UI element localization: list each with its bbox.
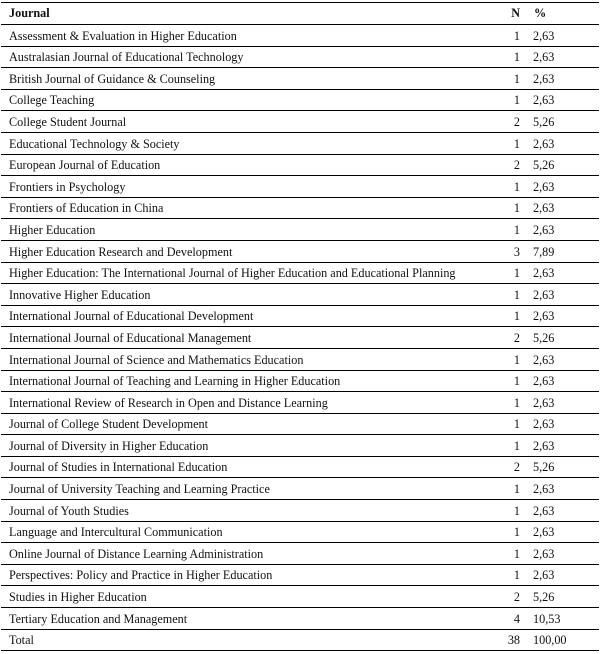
table-row bbox=[1, 284, 599, 306]
header-row bbox=[1, 3, 599, 25]
cell-pct: 2,63 bbox=[533, 136, 555, 151]
cell-journal: Educational Technology & Society bbox=[9, 136, 180, 151]
cell-journal: Frontiers of Education in China bbox=[9, 201, 164, 216]
cell-n: 1 bbox=[513, 525, 520, 540]
header-n: N bbox=[511, 6, 520, 20]
table-row bbox=[1, 176, 599, 198]
table-row bbox=[1, 111, 599, 133]
cell-n: 3 bbox=[513, 244, 520, 259]
table-row bbox=[1, 586, 599, 608]
cell-n: 1 bbox=[513, 309, 520, 324]
cell-journal: Language and Intercultural Communication bbox=[9, 525, 223, 540]
cell-pct: 2,63 bbox=[533, 179, 555, 194]
cell-n: 1 bbox=[513, 201, 520, 216]
cell-n: 1 bbox=[513, 179, 520, 194]
table-row bbox=[1, 348, 599, 370]
cell-journal: Assessment & Evaluation in Higher Education bbox=[9, 28, 237, 43]
table-row bbox=[1, 413, 599, 435]
cell-journal: Australasian Journal of Educational Technology bbox=[9, 50, 244, 65]
cell-pct: 2,63 bbox=[533, 309, 555, 324]
cell-pct: 2,63 bbox=[533, 395, 555, 410]
cell-journal: Journal of Diversity in Higher Education bbox=[9, 438, 209, 453]
table-row bbox=[1, 89, 599, 111]
cell-journal: Studies in Higher Education bbox=[9, 590, 147, 605]
cell-journal: Journal of University Teaching and Learning Practice bbox=[9, 482, 270, 497]
header-pct: % bbox=[534, 6, 547, 20]
cell-n: 1 bbox=[513, 438, 520, 453]
cell-n: 1 bbox=[513, 546, 520, 561]
cell-pct: 5,26 bbox=[533, 114, 555, 129]
cell-journal: Journal of College Student Development bbox=[9, 417, 209, 432]
cell-n: 1 bbox=[513, 222, 520, 237]
cell-n: 2 bbox=[513, 114, 520, 129]
table-row bbox=[1, 219, 599, 241]
cell-pct: 2,63 bbox=[533, 438, 555, 453]
total-label: Total bbox=[9, 632, 34, 647]
cell-journal: International Review of Research in Open and Distance Learning bbox=[9, 395, 328, 410]
cell-journal: Online Journal of Distance Learning Administration bbox=[9, 546, 264, 561]
cell-pct: 2,63 bbox=[533, 546, 555, 561]
cell-journal: British Journal of Guidance & Counseling bbox=[9, 71, 216, 86]
cell-journal: Higher Education: The International Journal of Higher Education and Educational Planning bbox=[9, 266, 456, 281]
cell-n: 1 bbox=[513, 71, 520, 86]
table-row bbox=[1, 392, 599, 414]
cell-n: 2 bbox=[513, 158, 520, 173]
cell-n: 1 bbox=[513, 266, 520, 281]
cell-journal: Innovative Higher Education bbox=[9, 287, 151, 302]
cell-pct: 2,63 bbox=[533, 71, 555, 86]
cell-journal: International Journal of Science and Mathematics Education bbox=[9, 352, 304, 367]
cell-journal: Journal of Youth Studies bbox=[9, 503, 129, 518]
cell-n: 1 bbox=[513, 28, 520, 43]
cell-n: 1 bbox=[513, 136, 520, 151]
cell-journal: Frontiers in Psychology bbox=[9, 179, 126, 194]
cell-pct: 2,63 bbox=[533, 222, 555, 237]
cell-n: 1 bbox=[513, 50, 520, 65]
table-row bbox=[1, 327, 599, 349]
cell-pct: 2,63 bbox=[533, 482, 555, 497]
cell-journal: International Journal of Teaching and Learning in Higher Education bbox=[9, 374, 341, 389]
cell-pct: 2,63 bbox=[533, 568, 555, 583]
table-row bbox=[1, 197, 599, 219]
table-row bbox=[1, 240, 599, 262]
table-row bbox=[1, 456, 599, 478]
table-row bbox=[1, 262, 599, 284]
cell-pct: 2,63 bbox=[533, 28, 555, 43]
cell-n: 1 bbox=[513, 417, 520, 432]
table-row bbox=[1, 435, 599, 457]
table-row bbox=[1, 25, 599, 47]
cell-n: 2 bbox=[513, 590, 520, 605]
cell-pct: 2,63 bbox=[533, 201, 555, 216]
total-row bbox=[1, 629, 599, 650]
total-n: 38 bbox=[507, 632, 520, 647]
cell-n: 1 bbox=[513, 482, 520, 497]
cell-pct: 2,63 bbox=[533, 525, 555, 540]
table-row bbox=[1, 68, 599, 90]
cell-n: 1 bbox=[513, 93, 520, 108]
table-row bbox=[1, 478, 599, 500]
cell-journal: Higher Education Research and Development bbox=[9, 244, 233, 259]
cell-n: 1 bbox=[513, 568, 520, 583]
journal-table bbox=[1, 2, 599, 651]
table-row bbox=[1, 543, 599, 565]
table-body bbox=[1, 25, 599, 630]
cell-journal: European Journal of Education bbox=[9, 158, 161, 173]
cell-n: 1 bbox=[513, 352, 520, 367]
table-header bbox=[1, 3, 599, 25]
cell-pct: 5,26 bbox=[533, 460, 555, 475]
cell-journal: International Journal of Educational Management bbox=[9, 330, 252, 345]
cell-journal: Perspectives: Policy and Practice in Higher Education bbox=[9, 568, 273, 583]
cell-pct: 2,63 bbox=[533, 503, 555, 518]
cell-journal: Higher Education bbox=[9, 222, 96, 237]
cell-n: 1 bbox=[513, 503, 520, 518]
cell-n: 1 bbox=[513, 395, 520, 410]
cell-n: 1 bbox=[513, 374, 520, 389]
table-row bbox=[1, 500, 599, 522]
cell-pct: 5,26 bbox=[533, 330, 555, 345]
header-journal: Journal bbox=[9, 6, 50, 20]
cell-pct: 10,53 bbox=[533, 611, 561, 626]
table-row bbox=[1, 370, 599, 392]
table-row bbox=[1, 132, 599, 154]
cell-pct: 2,63 bbox=[533, 93, 555, 108]
cell-n: 4 bbox=[513, 611, 520, 626]
table-row bbox=[1, 608, 599, 630]
table-row bbox=[1, 521, 599, 543]
cell-n: 1 bbox=[513, 287, 520, 302]
cell-pct: 2,63 bbox=[533, 287, 555, 302]
table-row bbox=[1, 564, 599, 586]
cell-n: 2 bbox=[513, 330, 520, 345]
table-row bbox=[1, 46, 599, 68]
cell-pct: 2,63 bbox=[533, 352, 555, 367]
cell-pct: 5,26 bbox=[533, 158, 555, 173]
total-pct: 100,00 bbox=[533, 632, 567, 647]
cell-pct: 5,26 bbox=[533, 590, 555, 605]
cell-n: 2 bbox=[513, 460, 520, 475]
cell-journal: College Student Journal bbox=[9, 114, 127, 129]
table-footer bbox=[1, 629, 599, 650]
cell-journal: Journal of Studies in International Education bbox=[9, 460, 228, 475]
cell-pct: 2,63 bbox=[533, 417, 555, 432]
cell-journal: College Teaching bbox=[9, 93, 95, 108]
cell-pct: 2,63 bbox=[533, 266, 555, 281]
cell-pct: 2,63 bbox=[533, 50, 555, 65]
table-row bbox=[1, 154, 599, 176]
cell-pct: 2,63 bbox=[533, 374, 555, 389]
cell-pct: 7,89 bbox=[533, 244, 555, 259]
table-row bbox=[1, 305, 599, 327]
cell-journal: Tertiary Education and Management bbox=[9, 611, 188, 626]
cell-journal: International Journal of Educational Development bbox=[9, 309, 254, 324]
